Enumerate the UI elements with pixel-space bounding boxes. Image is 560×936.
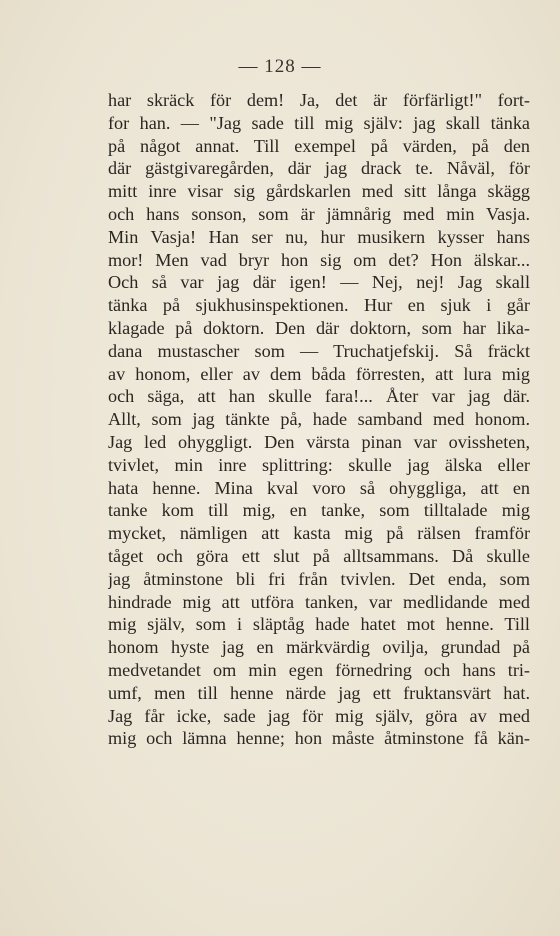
text-line: hindrade mig att utföra tanken, var medlidande med [108,591,530,612]
text-line: mitt inre visar sig gårdskarlen med sitt långa skägg [108,181,530,202]
text-line: där gästgivaregården, där jag drack te. Nåväl, för [108,158,530,179]
text-line: dana mustascher som — Truchatjefskij. Så fräckt [108,340,530,361]
body-text [108,89,530,750]
text-line: hata henne. Mina kval voro så ohyggliga, att en [108,477,530,498]
text-line: umf, men till henne närde jag ett fruktansvärt hat. [108,682,530,703]
text-line: tåget och göra ett slut på alltsammans. Då skulle [108,545,530,566]
text-line: av honom, eller av dem båda förresten, att lura mig [108,363,530,384]
text-line: klagade på doktorn. Den där doktorn, som har lika- [108,317,530,338]
text-line: mig och lämna henne; hon måste åtminstone få kän- [108,728,530,749]
text-line: mycket, nämligen att kasta mig på rälsen framför [108,523,530,544]
text-line: Och så var jag där igen! — Nej, nej! Jag skall [108,272,530,293]
text-line: och hans sonson, som är jämnårig med min Vasja. [108,203,530,224]
text-line: mig själv, som i släptåg hade hatet mot henne. Till [108,614,530,635]
text-line: på något annat. Till exempel på värden, på den [108,135,530,156]
page-number: — 128 — [238,56,322,77]
text-line: Jag led ohyggligt. Den värsta pinan var ovissheten, [108,431,530,452]
text-line: mor! Men vad bryr hon sig om det? Hon älskar... [108,249,530,270]
text-line: honom hyste jag en märkvärdig ovilja, grundad på [108,637,530,658]
text-line: Jag får icke, sade jag för mig själv, göra av med [108,705,530,726]
text-line: och säga, att han skulle fara!... Åter var jag där. [108,386,530,407]
text-line: Min Vasja! Han ser nu, hur musikern kysser hans [108,226,530,247]
text-line: jag åtminstone bli fri från tvivlen. Det enda, som [108,568,530,589]
text-line: har skräck för dem! Ja, det är förfärligt!" fort- [108,90,530,110]
text-line: Allt, som jag tänkte på, hade samband med honom. [108,409,530,430]
text-line: medvetandet om min egen förnedring och hans tri- [108,659,530,680]
text-line: tanke kom till mig, en tanke, som tilltalade mig [108,500,530,521]
text-line: for han. — "Jag sade till mig själv: jag skall tänka [108,112,530,133]
text-line: tvivlet, min inre splittring: skulle jag älska eller [108,454,530,475]
text-line: tänka på sjukhusinspektionen. Hur en sjuk i går [108,295,530,316]
